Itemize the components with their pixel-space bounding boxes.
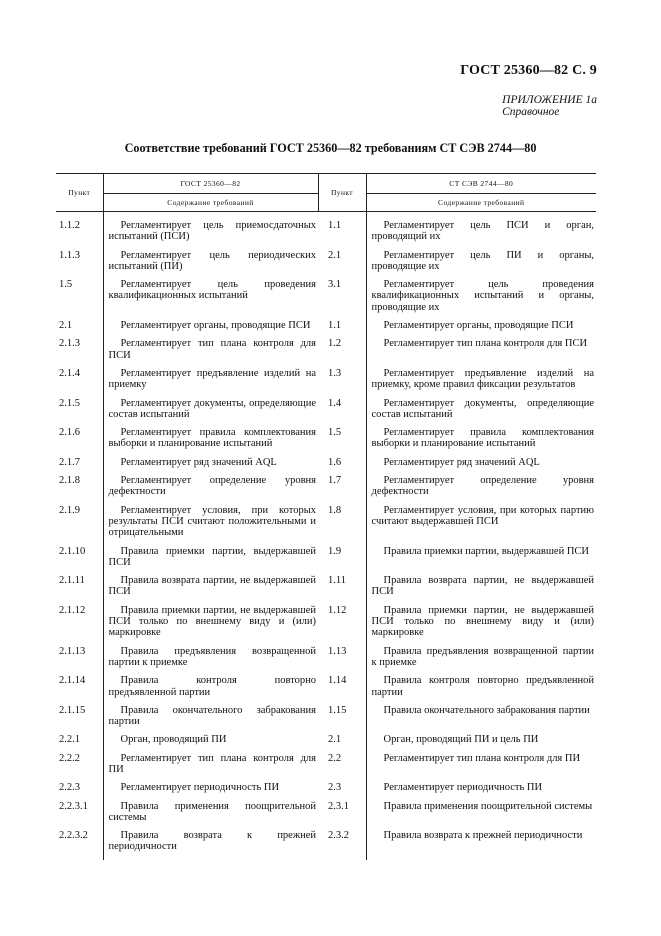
page-header: ГОСТ 25360—82 С. 9 — [460, 63, 597, 78]
table-row — [56, 368, 596, 398]
st-sev-requirement: Правила контроля повторно предъявленной партии — [366, 675, 596, 705]
gost-requirement: Правила приемки партии, выдержавшей ПСИ — [103, 546, 318, 576]
table-row — [56, 675, 596, 705]
st-sev-requirement: Регламентирует документы, определяющие состав испытаний — [366, 398, 596, 428]
table-body — [56, 212, 596, 860]
gost-requirement: Регламентирует цель приемосдаточных испытаний (ПСИ) — [103, 212, 318, 250]
gost-requirement: Регламентирует цель периодических испытаний (ПИ) — [103, 250, 318, 280]
gost-requirement: Регламентирует цель проведения квалификационных испытаний — [103, 279, 318, 320]
st-sev-requirement: Регламентирует предъявление изделий на приемку, кроме правил фиксации результатов — [366, 368, 596, 398]
st-sev-point: 1.14 — [328, 675, 347, 687]
table-row — [56, 646, 596, 676]
table-row — [56, 475, 596, 505]
gost-point: 2.1 — [59, 320, 73, 332]
gost-requirement: Правила окончательного забракования партии — [103, 705, 318, 735]
gost-point: 1.1.2 — [59, 220, 80, 231]
gost-point: 2.2.1 — [59, 734, 80, 746]
st-sev-point: 2.3.2 — [328, 830, 349, 842]
gost-point: 2.1.14 — [59, 675, 86, 687]
st-sev-requirement: Правила окончательного забракования партии — [366, 705, 596, 735]
table-row — [56, 782, 596, 800]
gost-point: 2.2.2 — [59, 752, 80, 764]
gost-requirement: Регламентирует тип плана контроля для ПИ — [103, 753, 318, 783]
st-sev-requirement: Правила предъявления возвращенной партии к приемке — [366, 646, 596, 676]
st-sev-point: 2.3 — [328, 782, 342, 794]
header-content-left: Содержание требований — [103, 194, 318, 212]
gost-requirement: Регламентирует правила комплектования выборки и планирование испытаний — [103, 427, 318, 457]
st-sev-requirement: Правила приемки партии, не выдержавшей ПСИ только по внешнему виду и (или) маркировке — [366, 605, 596, 646]
table-row — [56, 212, 596, 250]
gost-requirement: Правила применения поощрительной системы — [103, 801, 318, 831]
appendix-title: ПРИЛОЖЕНИЕ 1а — [502, 94, 597, 106]
table-row — [56, 605, 596, 646]
st-sev-point: 2.1 — [328, 734, 342, 746]
table-row — [56, 801, 596, 831]
st-sev-point: 1.7 — [328, 475, 342, 487]
st-sev-requirement: Регламентирует ряд значений AQL — [366, 457, 596, 475]
gost-point: 2.1.12 — [59, 604, 86, 616]
table-row — [56, 427, 596, 457]
st-sev-requirement: Регламентирует цель ПСИ и орган, проводящий их — [366, 212, 596, 250]
gost-point: 2.1.15 — [59, 704, 86, 716]
st-sev-requirement: Регламентирует тип плана контроля для ПИ — [366, 753, 596, 783]
gost-requirement: Регламентирует периодичность ПИ — [103, 782, 318, 800]
table-row — [56, 338, 596, 368]
gost-requirement: Регламентирует документы, определяющие состав испытаний — [103, 398, 318, 428]
st-sev-point: 1.12 — [328, 604, 347, 616]
table-row — [56, 753, 596, 783]
gost-requirement: Правила контроля повторно предъявленной партии — [103, 675, 318, 705]
gost-requirement: Правила возврата к прежней периодичности — [103, 830, 318, 860]
gost-requirement: Регламентирует ряд значений AQL — [103, 457, 318, 475]
table-row — [56, 830, 596, 860]
st-sev-requirement: Регламентирует периодичность ПИ — [366, 782, 596, 800]
st-sev-requirement: Регламентирует органы, проводящие ПСИ — [366, 320, 596, 338]
st-sev-requirement: Регламентирует тип плана контроля для ПСИ — [366, 338, 596, 368]
st-sev-point: 1.9 — [328, 545, 342, 557]
gost-requirement: Регламентирует органы, проводящие ПСИ — [103, 320, 318, 338]
appendix-type: Справочное — [502, 106, 560, 118]
st-sev-point: 1.6 — [328, 456, 342, 468]
table-row — [56, 734, 596, 752]
table-row — [56, 279, 596, 320]
st-sev-point: 1.5 — [328, 427, 342, 439]
gost-requirement: Регламентирует предъявление изделий на приемку — [103, 368, 318, 398]
gost-point: 2.2.3 — [59, 782, 80, 794]
gost-point: 1.1.3 — [59, 249, 80, 261]
st-sev-requirement: Правила приемки партии, выдержавшей ПСИ — [366, 546, 596, 576]
gost-point: 2.1.8 — [59, 475, 80, 487]
table-row — [56, 250, 596, 280]
gost-requirement: Регламентирует тип плана контроля для ПСИ — [103, 338, 318, 368]
st-sev-requirement: Регламентирует правила комплектования выборки и планирование испытаний — [366, 427, 596, 457]
table-row — [56, 705, 596, 735]
gost-point: 2.1.6 — [59, 427, 80, 439]
st-sev-requirement: Правила применения поощрительной системы — [366, 801, 596, 831]
gost-point: 2.2.3.1 — [59, 800, 88, 812]
table-row — [56, 546, 596, 576]
gost-point: 2.1.10 — [59, 545, 86, 557]
gost-point: 2.1.9 — [59, 504, 80, 516]
gost-requirement: Регламентирует условия, при которых результаты ПСИ считают положительными и отрицательными — [103, 505, 318, 546]
st-sev-point: 1.1 — [328, 220, 342, 231]
gost-point: 2.1.3 — [59, 338, 80, 350]
table-row — [56, 575, 596, 605]
st-sev-point: 2.3.1 — [328, 800, 349, 812]
st-sev-point: 1.1 — [328, 320, 342, 332]
header-content-right: Содержание требований — [366, 194, 596, 212]
table-row — [56, 457, 596, 475]
st-sev-point: 2.2 — [328, 752, 342, 764]
st-sev-point: 1.15 — [328, 704, 347, 716]
gost-requirement: Орган, проводящий ПИ — [103, 734, 318, 752]
st-sev-point: 1.13 — [328, 645, 347, 657]
header-gost: ГОСТ 25360—82 — [103, 174, 318, 194]
st-sev-point: 1.8 — [328, 504, 342, 516]
st-sev-point: 2.1 — [328, 249, 342, 261]
gost-point: 2.1.13 — [59, 645, 86, 657]
table-row — [56, 505, 596, 546]
header-point-right: Пункт — [318, 174, 366, 212]
table-row — [56, 398, 596, 428]
table-row — [56, 320, 596, 338]
st-sev-point: 1.4 — [328, 397, 342, 409]
gost-point: 1.5 — [59, 279, 73, 291]
st-sev-requirement: Регламентирует цель ПИ и органы, проводящие их — [366, 250, 596, 280]
appendix-label — [502, 94, 597, 118]
gost-point: 2.1.5 — [59, 397, 80, 409]
gost-point: 2.1.4 — [59, 367, 80, 379]
st-sev-point: 3.1 — [328, 279, 342, 291]
header-point-left: Пункт — [56, 174, 103, 212]
st-sev-requirement: Орган, проводящий ПИ и цель ПИ — [366, 734, 596, 752]
st-sev-requirement: Правила возврата партии, не выдержавшей ПСИ — [366, 575, 596, 605]
st-sev-point: 1.3 — [328, 367, 342, 379]
gost-requirement: Правила предъявления возвращенной партии к приемке — [103, 646, 318, 676]
correspondence-table — [56, 173, 596, 860]
st-sev-requirement: Правила возврата к прежней периодичности — [366, 830, 596, 860]
st-sev-requirement: Регламентирует определение уровня дефектности — [366, 475, 596, 505]
gost-point: 2.2.3.2 — [59, 830, 88, 842]
gost-requirement: Правила возврата партии, не выдержавшей ПСИ — [103, 575, 318, 605]
gost-requirement: Регламентирует определение уровня дефектности — [103, 475, 318, 505]
st-sev-requirement: Регламентирует условия, при которых партию считают выдержавшей ПСИ — [366, 505, 596, 546]
header-st-sev: СТ СЭВ 2744—80 — [366, 174, 596, 194]
st-sev-requirement: Регламентирует цель проведения квалификационных испытаний и органы, проводящие их — [366, 279, 596, 320]
st-sev-point: 1.11 — [328, 575, 346, 587]
document-title: Соответствие требований ГОСТ 25360—82 требованиям СТ СЭВ 2744—80 — [124, 141, 537, 155]
gost-point: 2.1.11 — [59, 575, 85, 587]
gost-point: 2.1.7 — [59, 456, 80, 468]
gost-requirement: Правила приемки партии, не выдержавшей ПСИ только по внешнему виду и (или) маркировке — [103, 605, 318, 646]
st-sev-point: 1.2 — [328, 338, 342, 350]
